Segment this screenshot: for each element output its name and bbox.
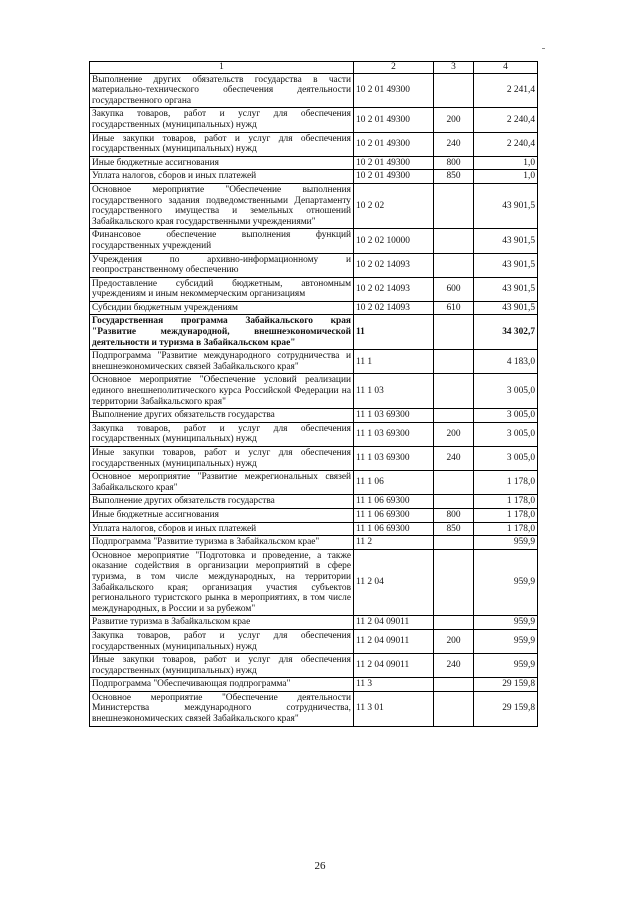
table-row (90, 654, 538, 678)
row-name: Учреждения по архивно-информационному и геопространственному обеспечению (90, 253, 354, 277)
row-name: Выполнение других обязательств государства (90, 495, 354, 509)
row-code: 11 2 (354, 536, 434, 550)
row-type: 600 (434, 277, 474, 301)
row-amount: 34 302,7 (474, 315, 538, 350)
row-type (434, 315, 474, 350)
table-row (90, 495, 538, 509)
row-code: 10 2 01 49300 (354, 73, 434, 108)
table-row (90, 422, 538, 446)
table-row (90, 447, 538, 471)
table-row (90, 374, 538, 409)
row-type: 610 (434, 301, 474, 315)
row-name: Иные закупки товаров, работ и услуг для обеспечения государственных (муниципальных) нужд (90, 132, 354, 156)
row-code: 11 2 04 09011 (354, 654, 434, 678)
row-type (434, 616, 474, 630)
table-row (90, 253, 538, 277)
row-type: 200 (434, 629, 474, 653)
row-type: 240 (434, 654, 474, 678)
row-name: Государственная программа Забайкальского края "Развитие международной, внешнеэкономической деятельности и туризма в Забайкальском крае" (90, 315, 354, 350)
row-amount: 1,0 (474, 156, 538, 170)
row-name: Подпрограмма "Развитие туризма в Забайкальском крае" (90, 536, 354, 550)
row-code: 11 2 04 09011 (354, 616, 434, 630)
row-type (434, 536, 474, 550)
table-row (90, 170, 538, 184)
table-row (90, 277, 538, 301)
row-code: 10 2 01 49300 (354, 156, 434, 170)
row-type (434, 350, 474, 374)
table-row (90, 108, 538, 132)
table-row (90, 301, 538, 315)
row-type (434, 229, 474, 253)
row-code: 10 2 01 49300 (354, 108, 434, 132)
row-type (434, 471, 474, 495)
row-name: Иные бюджетные ассигнования (90, 508, 354, 522)
row-amount: 959,9 (474, 629, 538, 653)
row-name: Основное мероприятие "Подготовка и проведение, а также оказание содействия в организации мероприятий в сфере туризма, в том числе международных, на территории Забайкальского края; организация участия субъектов регионального туристского рынка в мероприятиях, в том числе международных, в России и за рубежом" (90, 549, 354, 616)
row-amount: 3 005,0 (474, 422, 538, 446)
table-row (90, 183, 538, 228)
row-code: 11 (354, 315, 434, 350)
row-code: 11 2 04 (354, 549, 434, 616)
row-name: Уплата налогов, сборов и иных платежей (90, 522, 354, 536)
row-amount: 1 178,0 (474, 508, 538, 522)
row-type: 850 (434, 522, 474, 536)
table-row (90, 132, 538, 156)
row-code: 11 1 03 69300 (354, 409, 434, 423)
row-code: 11 1 06 (354, 471, 434, 495)
table-row (90, 629, 538, 653)
table-row (90, 522, 538, 536)
row-name: Уплата налогов, сборов и иных платежей (90, 170, 354, 184)
row-name: Субсидии бюджетным учреждениям (90, 301, 354, 315)
row-name: Финансовое обеспечение выполнения функций государственных учреждений (90, 229, 354, 253)
row-code: 10 2 02 10000 (354, 229, 434, 253)
row-code: 10 2 01 49300 (354, 132, 434, 156)
row-amount: 959,9 (474, 616, 538, 630)
row-type: 850 (434, 170, 474, 184)
row-name: Иные бюджетные ассигнования (90, 156, 354, 170)
row-amount: 2 240,4 (474, 132, 538, 156)
row-amount: 1,0 (474, 170, 538, 184)
header-col-3: 3 (434, 62, 474, 74)
budget-table (89, 61, 538, 727)
row-type: 240 (434, 132, 474, 156)
row-name: Закупка товаров, работ и услуг для обеспечения государственных (муниципальных) нужд (90, 108, 354, 132)
row-amount: 2 241,4 (474, 73, 538, 108)
row-amount: 43 901,5 (474, 183, 538, 228)
row-amount: 3 005,0 (474, 447, 538, 471)
header-col-4: 4 (474, 62, 538, 74)
row-type (434, 253, 474, 277)
table-row (90, 73, 538, 108)
scan-speck (542, 48, 545, 49)
row-amount: 43 901,5 (474, 253, 538, 277)
row-type (434, 374, 474, 409)
table-row (90, 350, 538, 374)
table-row (90, 536, 538, 550)
row-name: Иные закупки товаров, работ и услуг для обеспечения государственных (муниципальных) нужд (90, 447, 354, 471)
row-code: 11 1 (354, 350, 434, 374)
row-amount: 29 159,8 (474, 691, 538, 726)
table-row (90, 549, 538, 616)
row-code: 10 2 02 14093 (354, 253, 434, 277)
row-code: 11 1 06 69300 (354, 508, 434, 522)
row-name: Развитие туризма в Забайкальском крае (90, 616, 354, 630)
row-type (434, 183, 474, 228)
row-name: Подпрограмма "Развитие международного сотрудничества и внешнеэкономических связей Забайкальского края" (90, 350, 354, 374)
row-code: 10 2 01 49300 (354, 170, 434, 184)
row-code: 10 2 02 14093 (354, 277, 434, 301)
row-name: Закупка товаров, работ и услуг для обеспечения государственных (муниципальных) нужд (90, 629, 354, 653)
row-name: Основное мероприятие "Развитие межрегиональных связей Забайкальского края" (90, 471, 354, 495)
row-name: Иные закупки товаров, работ и услуг для обеспечения государственных (муниципальных) нужд (90, 654, 354, 678)
row-name: Основное мероприятие "Обеспечение условий реализации единого внешнеполитического курса Российской Федерации на территории Забайкальского края" (90, 374, 354, 409)
table-row (90, 691, 538, 726)
row-amount: 959,9 (474, 536, 538, 550)
row-name: Выполнение других обязательств государства в части материально-технического обеспечения деятельности государственного органа (90, 73, 354, 108)
row-amount: 3 005,0 (474, 409, 538, 423)
row-type: 240 (434, 447, 474, 471)
row-code: 10 2 02 (354, 183, 434, 228)
row-type: 200 (434, 108, 474, 132)
table-row (90, 409, 538, 423)
row-code: 11 1 03 (354, 374, 434, 409)
row-type (434, 549, 474, 616)
table-row (90, 508, 538, 522)
row-name: Основное мероприятие "Обеспечение деятельности Министерства международного сотрудничества, внешнеэкономических связей Забайкальского края" (90, 691, 354, 726)
table-row (90, 229, 538, 253)
row-amount: 4 183,0 (474, 350, 538, 374)
row-code: 11 2 04 09011 (354, 629, 434, 653)
row-amount: 43 901,5 (474, 301, 538, 315)
row-amount: 959,9 (474, 654, 538, 678)
row-amount: 43 901,5 (474, 277, 538, 301)
table-row (90, 156, 538, 170)
row-name: Закупка товаров, работ и услуг для обеспечения государственных (муниципальных) нужд (90, 422, 354, 446)
table-row (90, 315, 538, 350)
page-number: 26 (314, 860, 326, 872)
row-amount: 1 178,0 (474, 522, 538, 536)
row-type: 800 (434, 156, 474, 170)
row-type (434, 678, 474, 692)
row-code: 11 1 06 69300 (354, 495, 434, 509)
row-code: 10 2 02 14093 (354, 301, 434, 315)
table-row (90, 471, 538, 495)
row-amount: 1 178,0 (474, 495, 538, 509)
row-name: Подпрограмма "Обеспечивающая подпрограмма" (90, 678, 354, 692)
table-row (90, 616, 538, 630)
row-amount: 43 901,5 (474, 229, 538, 253)
row-code: 11 1 06 69300 (354, 522, 434, 536)
row-amount: 3 005,0 (474, 374, 538, 409)
header-col-1: 1 (90, 62, 354, 74)
row-amount: 1 178,0 (474, 471, 538, 495)
row-amount: 2 240,4 (474, 108, 538, 132)
row-name: Предоставление субсидий бюджетным, автономным учреждениям и иным некоммерческим организациям (90, 277, 354, 301)
row-amount: 959,9 (474, 549, 538, 616)
header-row (90, 62, 538, 74)
row-type (434, 409, 474, 423)
table-body (90, 62, 538, 727)
table-row (90, 678, 538, 692)
row-type: 200 (434, 422, 474, 446)
row-amount: 29 159,8 (474, 678, 538, 692)
header-col-2: 2 (354, 62, 434, 74)
row-code: 11 3 01 (354, 691, 434, 726)
row-type (434, 495, 474, 509)
row-code: 11 1 03 69300 (354, 422, 434, 446)
row-type: 800 (434, 508, 474, 522)
row-code: 11 3 (354, 678, 434, 692)
row-type (434, 73, 474, 108)
row-name: Выполнение других обязательств государства (90, 409, 354, 423)
row-name: Основное мероприятие "Обеспечение выполнения государственного задания подведомственными Департаменту государственного имущества и земельных отношений Забайкальского края государственными учреждениями" (90, 183, 354, 228)
row-code: 11 1 03 69300 (354, 447, 434, 471)
row-type (434, 691, 474, 726)
